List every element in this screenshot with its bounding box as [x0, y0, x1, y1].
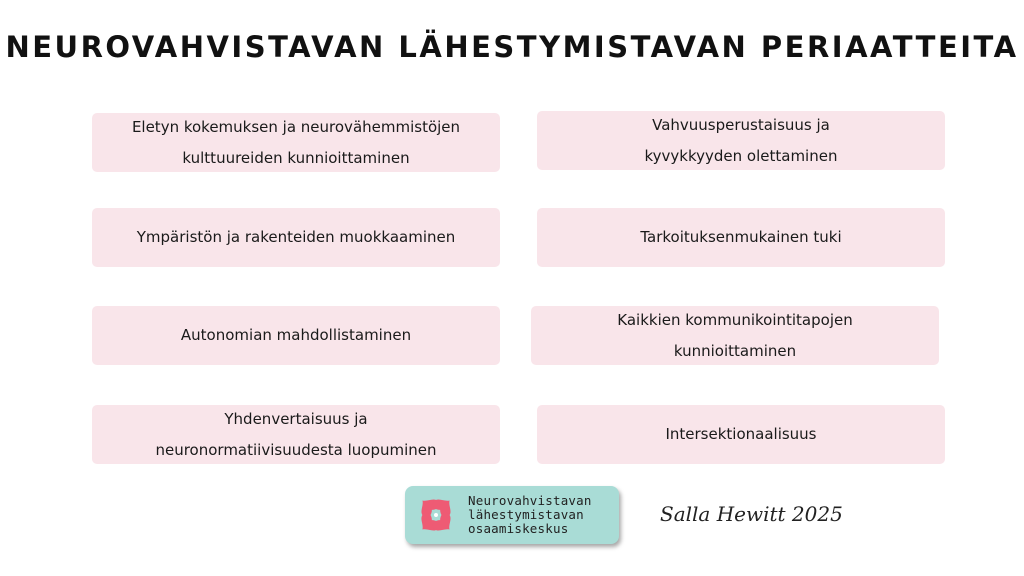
principle-text-line: Tarkoituksenmukainen tuki [640, 228, 842, 246]
principle-text-line: Kaikkien kommunikointitapojen [617, 310, 853, 329]
principle-card-environment [92, 208, 500, 267]
principle-card-lived-experience [92, 113, 500, 172]
logo-text-line: osaamiskeskus [468, 521, 569, 536]
principle-card-strengths [537, 111, 945, 170]
principle-card-communication [531, 306, 939, 365]
four-hearts-icon [411, 490, 461, 540]
page-title: NEUROVAHVISTAVAN LÄHESTYMISTAVAN PERIAATTEITA [5, 30, 1019, 64]
principle-card-support [537, 208, 945, 267]
organization-logo [405, 486, 619, 544]
principle-card-equality [92, 405, 500, 464]
principle-text-line: kulttuureiden kunnioittaminen [182, 148, 410, 167]
principle-text-line: Yhdenvertaisuus ja [224, 409, 368, 428]
logo-text-line: Neurovahvistavan [468, 493, 592, 508]
principle-text-line: Intersektionaalisuus [665, 425, 817, 443]
principle-text-line: Autonomian mahdollistaminen [180, 326, 412, 344]
principle-text-line: Ympäristön ja rakenteiden muokkaaminen [136, 228, 456, 246]
principle-text-line: kunnioittaminen [673, 341, 797, 360]
author-signature: Salla Hewitt 2025 [660, 502, 843, 526]
principle-text-line: Vahvuusperustaisuus ja [652, 115, 830, 134]
principle-card-autonomy [92, 306, 500, 365]
logo-text-line: lähestymistavan [468, 507, 584, 522]
principle-text-line: neuronormatiivisuudesta luopuminen [155, 440, 437, 459]
principle-card-intersectionality [537, 405, 945, 464]
logo-text [468, 494, 592, 536]
principle-text-line: kyvykkyyden olettaminen [644, 146, 838, 165]
principle-text-line: Eletyn kokemuksen ja neurovähemmistöjen [131, 117, 461, 136]
